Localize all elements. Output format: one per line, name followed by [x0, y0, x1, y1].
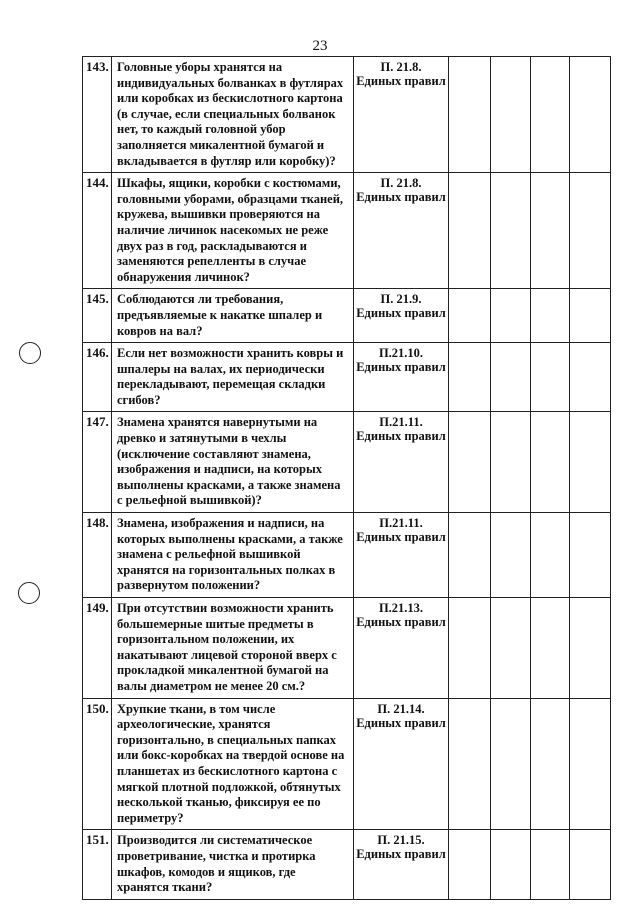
question-text: Головные уборы хранятся на индивидуальных болванках в футлярах или коробках из бескислотного картона (в случае, если специальных болванок нет, то каждый головной убор заполняется микалентной бумагой и вкладывается в футляр или коробку)? [112, 57, 354, 173]
question-text: Знамена, изображения и надписи, на которых выполнены красками, а также знамена с рельефной вышивкой хранятся на горизонтальных полках в развернутом положении? [112, 513, 354, 598]
answer-cell [491, 698, 531, 830]
reference-clause: П.21.11. [379, 516, 423, 531]
rule-reference [354, 513, 449, 598]
table-row [83, 57, 611, 173]
table-row [83, 289, 611, 343]
answer-cell [449, 598, 491, 699]
answer-cell [491, 598, 531, 699]
row-number: 147. [83, 412, 112, 513]
reference-clause: П.21.13. [378, 601, 424, 615]
answer-cell [491, 513, 531, 598]
answer-cell [491, 412, 531, 513]
rule-reference [354, 698, 449, 830]
row-number: 145. [83, 289, 112, 343]
answer-cell [570, 289, 611, 343]
rule-reference [354, 598, 449, 699]
reference-clause: П. 21.14. [377, 701, 425, 716]
reference-source: Единых правил [356, 530, 446, 545]
answer-cell [449, 343, 491, 412]
table-row [83, 698, 611, 830]
answer-cell [570, 343, 611, 412]
answer-cell [531, 698, 570, 830]
reference-source: Единых правил [356, 715, 446, 730]
answer-cell [531, 830, 570, 899]
answer-cell [531, 173, 570, 289]
answer-cell [531, 412, 570, 513]
rule-reference [354, 173, 449, 289]
question-text: Производится ли систематическое проветривание, чистка и протирка шкафов, комодов и ящиков, где хранятся ткани? [112, 830, 354, 899]
reference-source: Единых правил [356, 615, 446, 629]
answer-cell [531, 513, 570, 598]
answer-cell [531, 289, 570, 343]
question-text: Если нет возможности хранить ковры и шпалеры на валах, их периодически перекладывают, перемещая складки сгибов? [112, 343, 354, 412]
reference-clause: П. 21.8. [380, 60, 422, 74]
reference-source: Единых правил [356, 360, 446, 375]
answer-cell [570, 513, 611, 598]
row-number: 148. [83, 513, 112, 598]
reference-source: Единых правил [356, 847, 446, 862]
row-number: 146. [83, 343, 112, 412]
table-row [83, 173, 611, 289]
answer-cell [491, 173, 531, 289]
answer-cell [449, 289, 491, 343]
answer-cell [570, 173, 611, 289]
rule-reference [354, 343, 449, 412]
answer-cell [570, 830, 611, 899]
row-number: 144. [83, 173, 112, 289]
reference-source: Единых правил [356, 190, 446, 205]
checklist-table [82, 56, 611, 900]
table-row [83, 343, 611, 412]
answer-cell [570, 412, 611, 513]
reference-source: Единых правил [356, 306, 446, 321]
answer-cell [449, 513, 491, 598]
answer-cell [449, 57, 491, 173]
reference-source: Единых правил [356, 74, 446, 88]
rule-reference [354, 289, 449, 343]
punch-hole-upper [19, 342, 41, 364]
table-row [83, 598, 611, 699]
row-number: 149. [83, 598, 112, 699]
answer-cell [531, 598, 570, 699]
row-number: 143. [83, 57, 112, 173]
question-text: Шкафы, ящики, коробки с костюмами, головными уборами, образцами тканей, кружева, вышивки проверяются на наличие личинок насекомых не реже двух раз в год, раскладываются и заменяются репелленты в случае обнаружения личинок? [112, 173, 354, 289]
punch-hole-lower [18, 582, 40, 604]
answer-cell [449, 698, 491, 830]
table-row [83, 830, 611, 899]
answer-cell [531, 57, 570, 173]
rule-reference [354, 57, 449, 173]
answer-cell [491, 343, 531, 412]
answer-cell [570, 57, 611, 173]
table-row [83, 513, 611, 598]
row-number: 151. [83, 830, 112, 899]
reference-clause: П. 21.15. [377, 833, 425, 848]
question-text: При отсутствии возможности хранить большемерные шитые предметы в горизонтальном положении, их накатывают лицевой стороной вверх с прокладкой микалентной бумагой на валы диаметром не менее 20 см.? [112, 598, 354, 699]
page-number: 23 [312, 38, 328, 54]
question-text: Хрупкие ткани, в том числе археологические, хранятся горизонтально, в специальных папках или бокс-коробках на твердой основе на планшетах из бескислотного картона с мягкой плотной подложкой, обтянутых несколькой тканью, фиксируя ее по периметру? [112, 698, 354, 830]
reference-clause: П. 21.8. [380, 176, 422, 191]
row-number: 150. [83, 698, 112, 830]
reference-source: Единых правил [356, 429, 446, 444]
answer-cell [491, 57, 531, 173]
reference-clause: П.21.11. [379, 415, 423, 430]
answer-cell [570, 598, 611, 699]
reference-clause: П.21.10. [378, 346, 424, 361]
rule-reference [354, 830, 449, 899]
question-text: Знамена хранятся навернутыми на древко и затянутыми в чехлы (исключение составляют знамена, изображения и надписи, на которых выполнены красками, а также знамена с рельефной вышивкой)? [112, 412, 354, 513]
answer-cell [491, 830, 531, 899]
answer-cell [449, 412, 491, 513]
answer-cell [449, 830, 491, 899]
answer-cell [449, 173, 491, 289]
rule-reference [354, 412, 449, 513]
answer-cell [570, 698, 611, 830]
answer-cell [531, 343, 570, 412]
table-row [83, 412, 611, 513]
question-text: Соблюдаются ли требования, предъявляемые к накатке шпалер и ковров на вал? [112, 289, 354, 343]
answer-cell [491, 289, 531, 343]
reference-clause: П. 21.9. [380, 292, 422, 307]
checklist-body [83, 57, 611, 900]
